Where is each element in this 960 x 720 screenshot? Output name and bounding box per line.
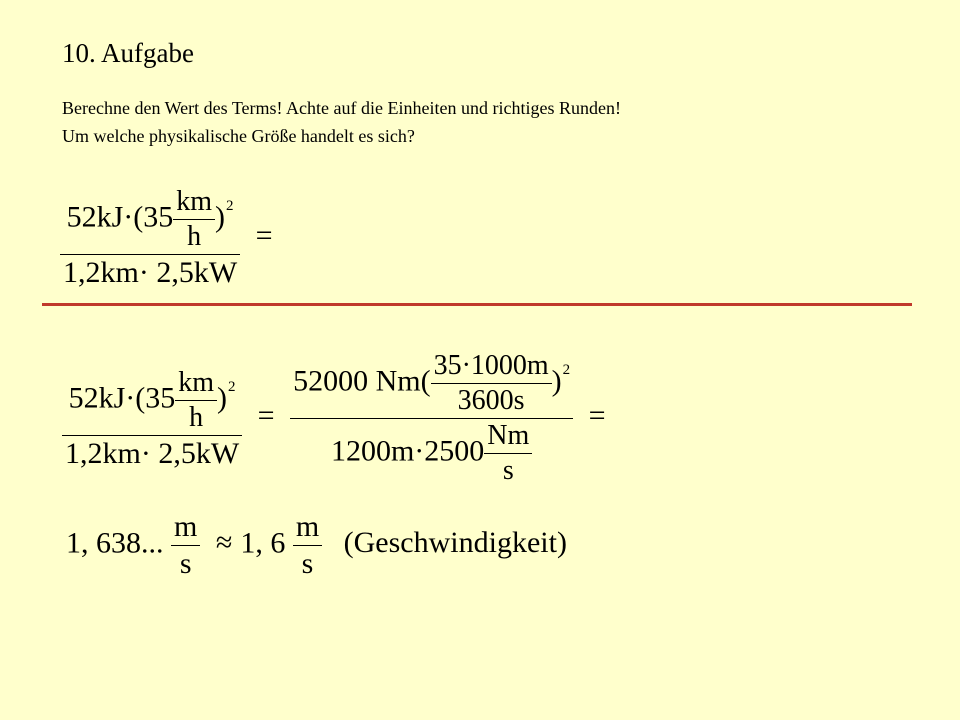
- step1-b-den-inner-num: Nm: [487, 420, 530, 451]
- page-title: 10. Aufgabe: [62, 38, 194, 68]
- step1-a-exponent: 2: [228, 378, 236, 395]
- step2-approx: ≈: [215, 526, 233, 560]
- step2-unit-fraction: [171, 512, 200, 579]
- step1-a-num-prefix: 52kJ·(35: [68, 380, 176, 414]
- step1-b-denominator: [328, 422, 535, 485]
- step1-a-inner-bar: [175, 400, 217, 401]
- step1-b-num-suffix: ): [551, 364, 562, 398]
- step1-a-numerator: [66, 366, 239, 433]
- step1-a-num-suffix: ): [217, 380, 228, 414]
- step2-unit2-den: s: [301, 547, 314, 580]
- step1-a-denominator: 1,2km· 2,5kW: [65, 436, 240, 470]
- step1-a-inner-num: km: [178, 366, 215, 398]
- step1-b-num-prefix: 52000 Nm(: [293, 364, 431, 398]
- instruction-line-1: Berechne den Wert des Terms! Achte auf die Einheiten und richtiges Runden!: [62, 98, 621, 118]
- task-exponent: 2: [226, 198, 234, 215]
- step2-rounded: 1, 6: [240, 526, 286, 560]
- step1-b-inner-den: 3600s: [457, 385, 525, 416]
- divider-line: [42, 303, 912, 306]
- step2-unit-num: m: [174, 510, 198, 543]
- task-numerator: [64, 188, 237, 251]
- step1-b-inner-num: 35·1000m: [433, 350, 549, 381]
- solution-step-2: [66, 512, 567, 579]
- task-fraction: [60, 188, 240, 288]
- step1-b-den-inner-bar: [484, 453, 532, 454]
- task-num-prefix: 52kJ·(35: [66, 200, 174, 234]
- instruction-line-2: Um welche physikalische Größe handelt es sich?: [62, 126, 415, 146]
- step1-b-exponent: 2: [562, 362, 571, 379]
- step2-quantity: (Geschwindigkeit): [343, 526, 567, 560]
- task-inner-bar: [173, 219, 215, 220]
- step1-fraction-b: [290, 352, 573, 485]
- step1-b-inner-bar: [431, 383, 552, 384]
- task-inner-num: km: [176, 186, 213, 217]
- task-term: [60, 188, 281, 288]
- step1-b-fraction-bar: [290, 418, 573, 419]
- step1-a-inner-fraction: [175, 366, 217, 433]
- step2-unit-bar: [171, 545, 200, 546]
- step1-b-den-inner-den: s: [502, 455, 514, 486]
- step1-b-den-prefix: 1200m·2500: [330, 434, 485, 468]
- step1-b-numerator: [290, 352, 573, 415]
- task-denominator: 1,2km· 2,5kW: [63, 256, 238, 289]
- task-fraction-bar: [60, 254, 240, 255]
- solution-step-1: [62, 352, 614, 485]
- task-inner-fraction: [173, 188, 215, 251]
- step1-fraction-a: [62, 366, 242, 470]
- step1-b-inner-fraction: [431, 352, 552, 415]
- step1-a-fraction-bar: [62, 435, 242, 436]
- step2-unit2-fraction: [293, 512, 322, 579]
- task-equals: =: [255, 218, 273, 252]
- step1-equals-1: =: [257, 399, 275, 433]
- step2-unit2-bar: [293, 545, 322, 546]
- task-inner-den: h: [187, 221, 202, 252]
- step2-unit-den: s: [179, 547, 192, 580]
- step1-a-inner-den: h: [189, 401, 204, 433]
- task-num-suffix: ): [215, 200, 226, 234]
- instructions: [62, 94, 621, 150]
- step1-b-den-inner-fraction: [484, 422, 532, 485]
- step1-equals-2: =: [588, 399, 606, 433]
- step2-value: 1, 638...: [66, 526, 164, 560]
- step2-unit2-num: m: [295, 510, 320, 543]
